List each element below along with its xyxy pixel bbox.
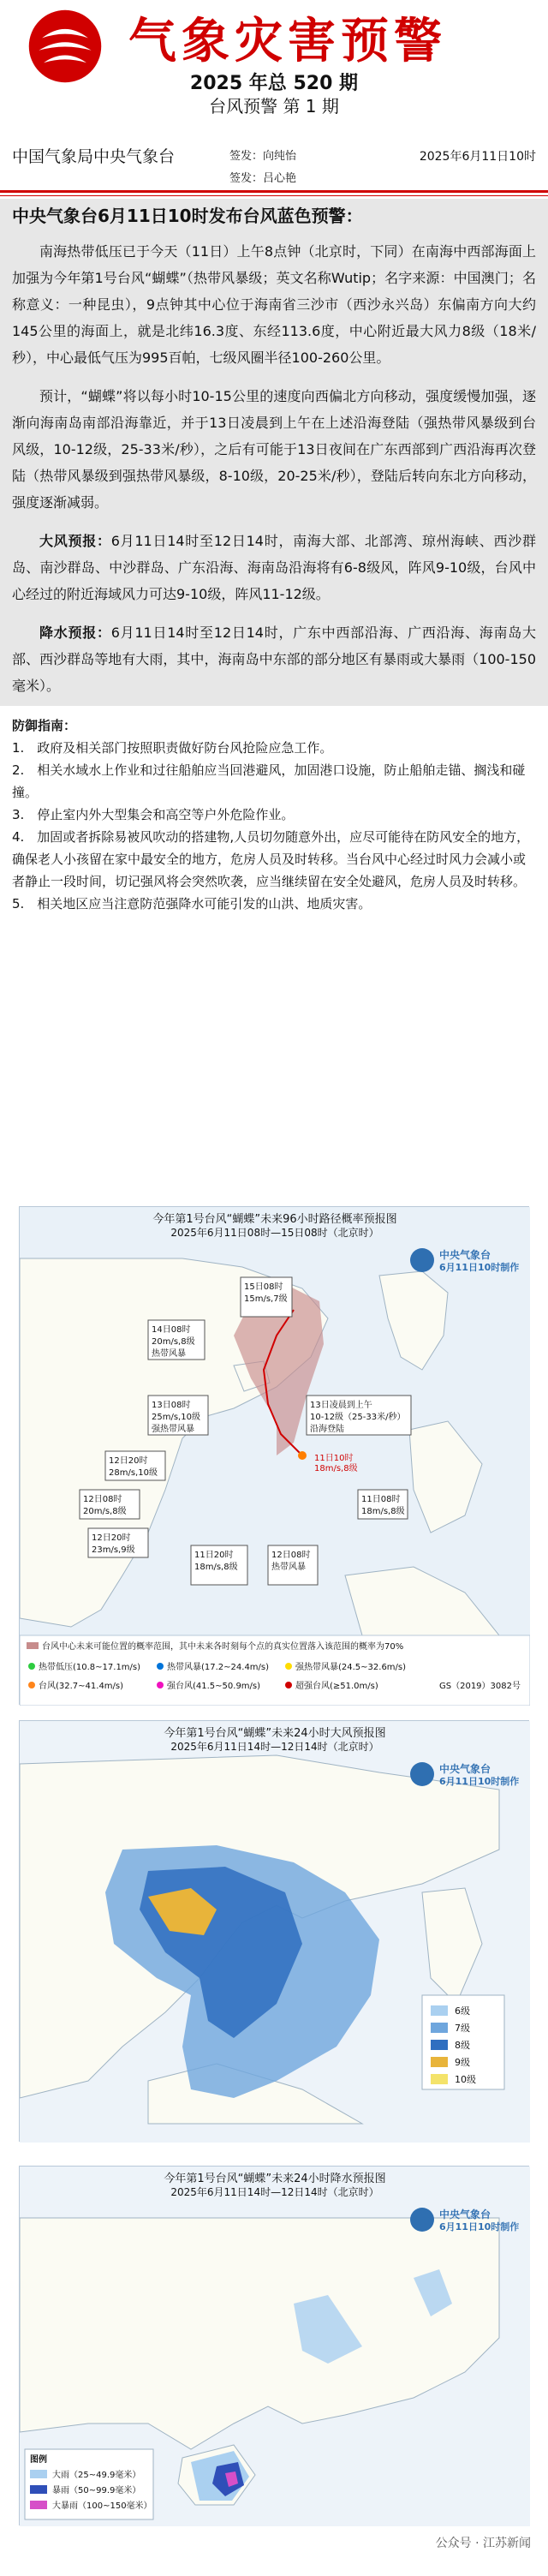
- warning-number: 台风预警 第 1 期: [209, 96, 339, 117]
- headline: 中央气象台6月11日10时发布台风蓝色预警：: [12, 206, 363, 226]
- guide-item: 1. 政府及相关部门按照职责做好防台风抢险应急工作。: [12, 740, 333, 756]
- guide-title: 防御指南：: [12, 718, 77, 733]
- wind-text: 6月11日14时至12日14时，南海大部、北部湾、琼州海峡、西沙群岛、南沙群岛、中沙群岛、广东沿海、海南岛沿海将有6-8级风，阵风9-10级，台风中心经过的附近海域风力可达9-10级，阵风11-12级。: [12, 533, 536, 602]
- map-subtitle: 2025年6月11日14时—12日14时（北京时）: [170, 1741, 379, 1753]
- paragraph-situation: 南海热带低压已于今天（11日）上午8点钟（北京时，下同）在南海中西部海面上加强为今年第1号台风“蝴蝶”（热带风暴级；英文名称Wutip；名字来源：中国澳门；名称意义：一种昆虫），9点钟其中心位于海南省三沙市（西沙永兴岛）东偏南方向大约145公里的海面上，就是北纬16.3度、东经113.6度，中心附近最大风力8级（18米/秒），中心最低气压为995百帕，七级风圈半径100-260公里。: [12, 243, 536, 366]
- divider: [0, 190, 548, 193]
- signers: [229, 146, 296, 190]
- map-brand-time: 6月11日10时制作: [439, 1776, 520, 1787]
- map-brand: 中央气象台: [439, 1249, 491, 1261]
- track-label: 11日20时: [194, 1551, 234, 1560]
- track-forecast-map: [19, 1206, 529, 1705]
- track-label: 18m/s,8级: [194, 1563, 238, 1572]
- signer-line: 签发：向纯怡: [229, 150, 297, 163]
- paragraph-rain: [0, 614, 548, 706]
- cma-small-logo-icon: [410, 1762, 434, 1786]
- map-brand: 中央气象台: [439, 2208, 491, 2220]
- document-body: [0, 199, 548, 923]
- legend-item: 超强台风(≥51.0m/s): [295, 1682, 378, 1691]
- map-subtitle: 2025年6月11日08时—15日08时（北京时）: [170, 1227, 379, 1239]
- track-label: 热带风暴: [271, 1563, 306, 1572]
- cma-small-logo-icon: [410, 1248, 434, 1272]
- legend-item: 热带风暴(17.2~24.4m/s): [167, 1663, 270, 1672]
- track-label: 18m/s,8级: [361, 1507, 405, 1516]
- track-label: 23m/s,9级: [92, 1545, 135, 1555]
- track-label: 25m/s,10级: [152, 1413, 200, 1422]
- issue-number: 2025 年总 520 期: [189, 73, 359, 94]
- legend-item: 10级: [455, 2074, 476, 2085]
- defense-guide: [0, 706, 548, 923]
- track-label: 20m/s,8级: [83, 1507, 127, 1516]
- legend-item: 台风中心未来可能位置的概率范围，其中未来各时刻每个点的真实位置落入该范围的概率为70%: [42, 1642, 404, 1652]
- cma-small-logo-icon: [410, 2208, 434, 2232]
- divider: [0, 195, 548, 196]
- track-label: 18m/s,8级: [314, 1464, 358, 1473]
- summary-band: [0, 233, 548, 523]
- document-header: [0, 0, 548, 185]
- legend-item: 8级: [455, 2040, 470, 2051]
- gs-number: GS（2019）3082号: [439, 1682, 521, 1691]
- rain-band: [0, 614, 548, 706]
- legend-item: 大雨（25~49.9毫米）: [52, 2471, 141, 2480]
- track-label: 热带风暴: [152, 1349, 186, 1359]
- map-title: 今年第1号台风“蝴蝶”未来24小时大风预报图: [164, 1727, 386, 1740]
- paragraph-forecast: 预计，“蝴蝶”将以每小时10-15公里的速度向西偏北方向移动，强度缓慢加强，逐渐向海南岛南部沿海靠近，并于13日凌晨到上午在上述沿海登陆（强热带风暴级到台风级，10-12级，25-33米/秒），之后有可能于13日夜间在广东西部到广西沿海再次登陆（热带风暴级到强热带风暴级，8-10级，20-25米/秒），登陆后转向东北方向移动，强度逐渐减弱。: [12, 388, 536, 511]
- track-label: 10-12级（25-33米/秒）: [310, 1413, 406, 1422]
- map-subtitle: 2025年6月11日14时—12日14时（北京时）: [170, 2186, 379, 2198]
- agency-name: 中国气象局中央气象台: [12, 147, 176, 166]
- track-label: 12日20时: [92, 1533, 131, 1543]
- track-map-canvas: [20, 1207, 530, 1706]
- source-watermark: 公众号 · 江苏新闻: [435, 2537, 531, 2550]
- track-label: 11日08时: [361, 1495, 401, 1504]
- legend-item: 台风(32.7~41.4m/s): [39, 1682, 124, 1691]
- signer-line: 签发：吕心艳: [229, 172, 297, 185]
- map-brand-time: 6月11日10时制作: [439, 1262, 520, 1273]
- track-label: 12日08时: [83, 1495, 122, 1504]
- map-title: 今年第1号台风“蝴蝶”未来96小时路径概率预报图: [152, 1213, 397, 1226]
- track-label: 20m/s,8级: [152, 1337, 195, 1347]
- wind-band: [0, 523, 548, 614]
- track-label: 11日10时: [314, 1454, 354, 1463]
- track-label: 12日20时: [109, 1456, 148, 1466]
- wind-forecast-map: [19, 1720, 529, 2142]
- track-label: 15m/s,7级: [244, 1294, 288, 1304]
- legend-item: 9级: [455, 2057, 470, 2068]
- guide-item: 3. 停止室内外大型集会和高空等户外危险作业。: [12, 807, 295, 822]
- track-label: 15日08时: [244, 1282, 283, 1292]
- document-title: 气象灾害预警: [128, 13, 447, 69]
- paragraph-wind: [0, 523, 548, 614]
- track-label: 28m/s,10级: [109, 1468, 158, 1478]
- track-label: 沿海登陆: [310, 1425, 344, 1434]
- legend-item: 热带低压(10.8~17.1m/s): [39, 1663, 141, 1672]
- headline-band: [0, 199, 548, 233]
- map-brand-time: 6月11日10时制作: [439, 2221, 520, 2232]
- guide-item: 2. 相关水域水上作业和过往船舶应当回港避风，加固港口设施，防止船舶走锚、搁浅和碰撞。: [12, 762, 526, 800]
- issue-datetime: 2025年6月11日10时: [419, 150, 536, 164]
- legend-item: 6级: [455, 2005, 470, 2017]
- rain-forecast-map: [19, 2166, 529, 2525]
- track-label: 强热带风暴: [152, 1425, 194, 1434]
- rain-text: 6月11日14时至12日14时，广东中西部沿海、广西沿海、海南岛大部、西沙群岛等地有大雨，其中，海南岛中东部的部分地区有暴雨或大暴雨（100-150毫米）。: [12, 625, 536, 694]
- legend-item: 暴雨（50~99.9毫米）: [52, 2486, 141, 2495]
- legend-item: 强热带风暴(24.5~32.6m/s): [295, 1663, 407, 1672]
- legend-item: 强台风(41.5~50.9m/s): [167, 1682, 261, 1691]
- track-label: 13日凌晨到上午: [310, 1401, 372, 1410]
- legend-item: 7级: [455, 2023, 470, 2034]
- track-label: 12日08时: [271, 1551, 311, 1560]
- track-label: 13日08时: [152, 1401, 191, 1410]
- wind-label: 大风预报：: [39, 533, 111, 549]
- guide-item: 5. 相关地区应当注意防范强降水可能引发的山洪、地质灾害。: [12, 896, 372, 911]
- rain-map-canvas: [20, 2167, 530, 2526]
- map-title: 今年第1号台风“蝴蝶”未来24小时降水预报图: [164, 2173, 386, 2185]
- map-brand: 中央气象台: [439, 1763, 491, 1775]
- guide-item: 4. 加固或者拆除易被风吹动的搭建物,人员切勿随意外出，应尽可能待在防风安全的地方，确保老人小孩留在家中最安全的地方，危房人员及时转移。当台风中心经过时风力会减小或者静止一段时间，切记强风将会突然吹袭，应当继续留在安全处避风，危房人员及时转移。: [12, 829, 530, 889]
- legend-title: 图例: [30, 2455, 47, 2465]
- wind-map-canvas: [20, 1721, 530, 2143]
- track-label: 14日08时: [152, 1325, 191, 1335]
- rain-label: 降水预报：: [39, 625, 111, 641]
- legend-item: 大暴雨（100~150毫米）: [52, 2501, 152, 2511]
- typhoon-center-icon: [298, 1451, 307, 1460]
